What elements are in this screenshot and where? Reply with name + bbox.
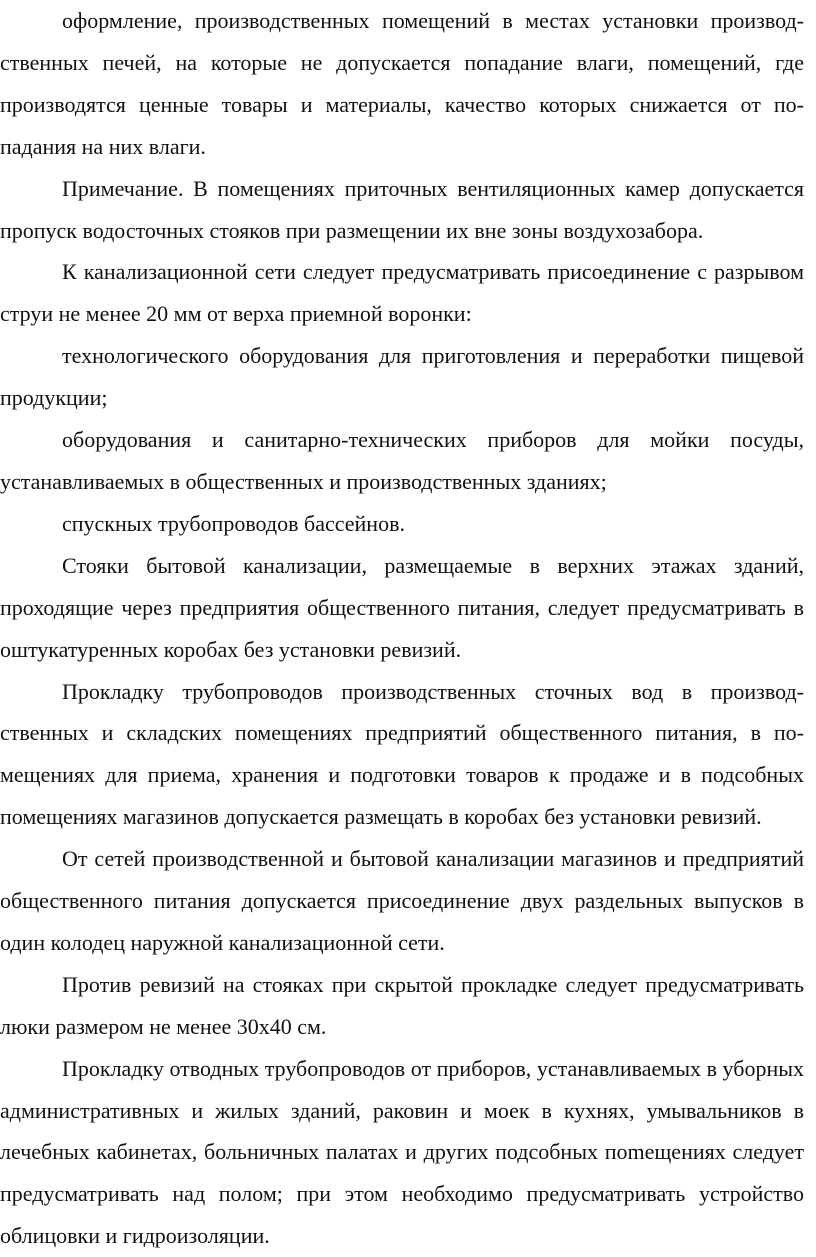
list-item-tech-equipment: технологического оборудования для приготовления и переработки пищевой продукции; (0, 343, 804, 411)
paragraph-note: Примечание. В помещениях приточных вентиляционных камер допускается пропуск водосточных стояков при размещении их вне зоны воздухозабора. (0, 175, 804, 243)
paragraph-connection-rule: К канализационной сети следует предусматривать присоединение с разрывом струи не менее 20 мм от верха приемной воронки: (0, 259, 804, 327)
paragraph-hatches: Против ревизий на стояках при скрытой прокладке следует предусматривать люки размером не менее 30х40 см. (0, 971, 804, 1039)
paragraph-production-pipes: Прокладку трубопроводов производственных сточных вод в производственных и складских помещениях предприятий общественного питания, в помещениях для приема, хранения и подготовки товаров к продаже и в подсобных помещениях магазинов допускается размещать в коробах без установки ревизий. (0, 678, 804, 830)
paragraph-branch-pipes: Прокладку отводных трубопроводов от приборов, устанавливаемых в уборных административных и жилых зданий, раковин и моек в кухнях, умывальников в лечебных кабинетах, больничных палатах и других подсобных поmещениях следует предусматривать над полом; при этом необходимо предусматривать устройство облицовки и гидроизоляции. (0, 1055, 804, 1249)
list-item-pool-pipes: спускных трубопроводов бассейнов. (62, 510, 405, 536)
paragraph-risers: Стояки бытовой канализации, размещаемые в верхних этажах зданий, проходящие через предприятия общественного питания, следует предусматривать в оштукатуренных коробах без установки ревизий. (0, 552, 804, 662)
list-item-sanitary-equipment: оборудования и санитарно-технических приборов для мойки посуды, устанавливаемых в общественных и производственных зданиях; (0, 427, 804, 494)
paragraph-outlets: От сетей производственной и бытовой канализации магазинов и предприятий общественного питания допускается присоединение двух раздельных выпусков в один колодец наружной канализационной сети. (0, 846, 804, 955)
paragraph-continuation: оформление, производственных помещений в местах установки производственных печей, на которые не допускается попадание влаги, помещений, где производятся ценные товары и материалы, качество которых снижается от попадания на них влаги. (0, 8, 804, 159)
